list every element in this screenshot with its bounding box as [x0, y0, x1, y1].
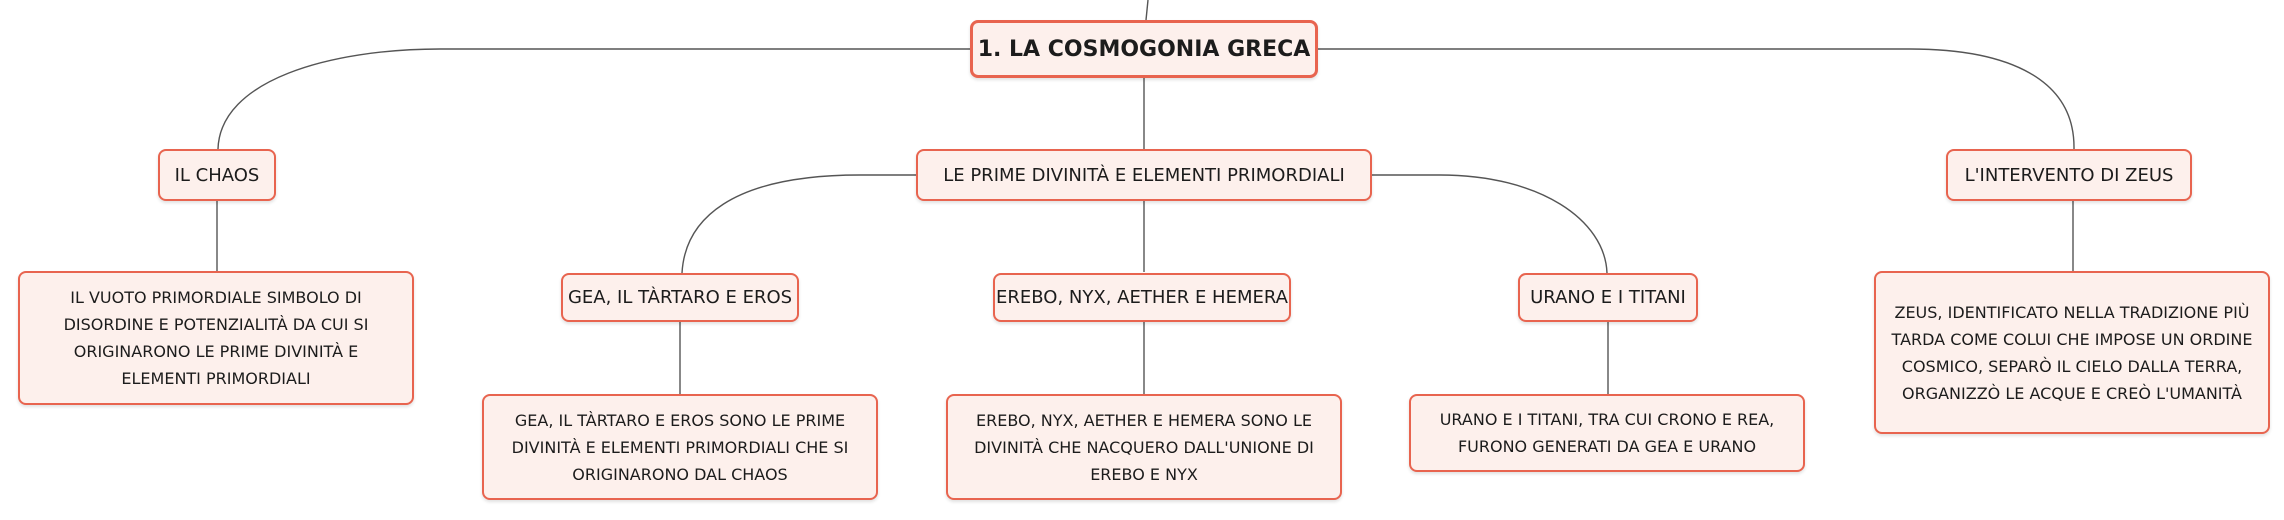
chaos-detail[interactable] [18, 271, 414, 405]
subtopic-urano-label: URANO E I TITANI [1530, 287, 1686, 308]
topic-primordial[interactable] [916, 149, 1372, 201]
connector-primordial-gea [682, 175, 916, 273]
erebo-detail[interactable] [946, 394, 1342, 500]
topic-chaos-label: IL CHAOS [174, 164, 260, 186]
urano-detail[interactable] [1409, 394, 1805, 472]
subtopic-urano[interactable] [1518, 273, 1698, 322]
connector-root-chaos [218, 49, 970, 149]
gea-detail-text: GEA, IL TÀRTARO E EROS SONO LE PRIME DIVINITÀ E ELEMENTI PRIMORDIALI CHE SI ORIGINARONO DAL CHAOS [511, 410, 849, 484]
topic-chaos[interactable] [158, 149, 276, 201]
zeus-detail-text: ZEUS, IDENTIFICATO NELLA TRADIZIONE PIÙ TARDA COME COLUI CHE IMPOSE UN ORDINE COSMICO, SEPARÒ IL CIELO DALLA TERRA, ORGANIZZÒ LE ACQUE E CREÒ L'UMANITÀ [1891, 302, 2253, 403]
connector-root-zeus [1318, 49, 2074, 149]
root-node[interactable] [970, 20, 1318, 78]
chaos-detail-text: IL VUOTO PRIMORDIALE SIMBOLO DI DISORDINE E POTENZIALITÀ DA CUI SI ORIGINARONO LE PRIME DIVINITÀ E ELEMENTI PRIMORDIALI [63, 288, 369, 388]
gea-detail[interactable] [482, 394, 878, 500]
zeus-detail[interactable] [1874, 271, 2270, 434]
erebo-detail-text: EREBO, NYX, AETHER E HEMERA SONO LE DIVINITÀ CHE NACQUERO DALL'UNIONE DI EREBO E NYX [974, 410, 1314, 484]
subtopic-gea[interactable] [561, 273, 799, 322]
connector-parent-root [1146, 0, 1148, 20]
topic-zeus[interactable] [1946, 149, 2192, 201]
subtopic-gea-label: GEA, IL TÀRTARO E EROS [567, 287, 793, 308]
urano-detail-text: URANO E I TITANI, TRA CUI CRONO E REA, FURONO GENERATI DA GEA E URANO [1439, 410, 1775, 456]
connector-primordial-urano [1372, 175, 1607, 273]
topic-primordial-label: LE PRIME DIVINITÀ E ELEMENTI PRIMORDIALI [943, 164, 1345, 186]
root-label: 1. LA COSMOGONIA GRECA [977, 36, 1311, 62]
subtopic-erebo-label: EREBO, NYX, AETHER E HEMERA [996, 287, 1288, 308]
topic-zeus-label: L'INTERVENTO DI ZEUS [1964, 164, 2174, 186]
subtopic-erebo[interactable] [993, 273, 1291, 322]
